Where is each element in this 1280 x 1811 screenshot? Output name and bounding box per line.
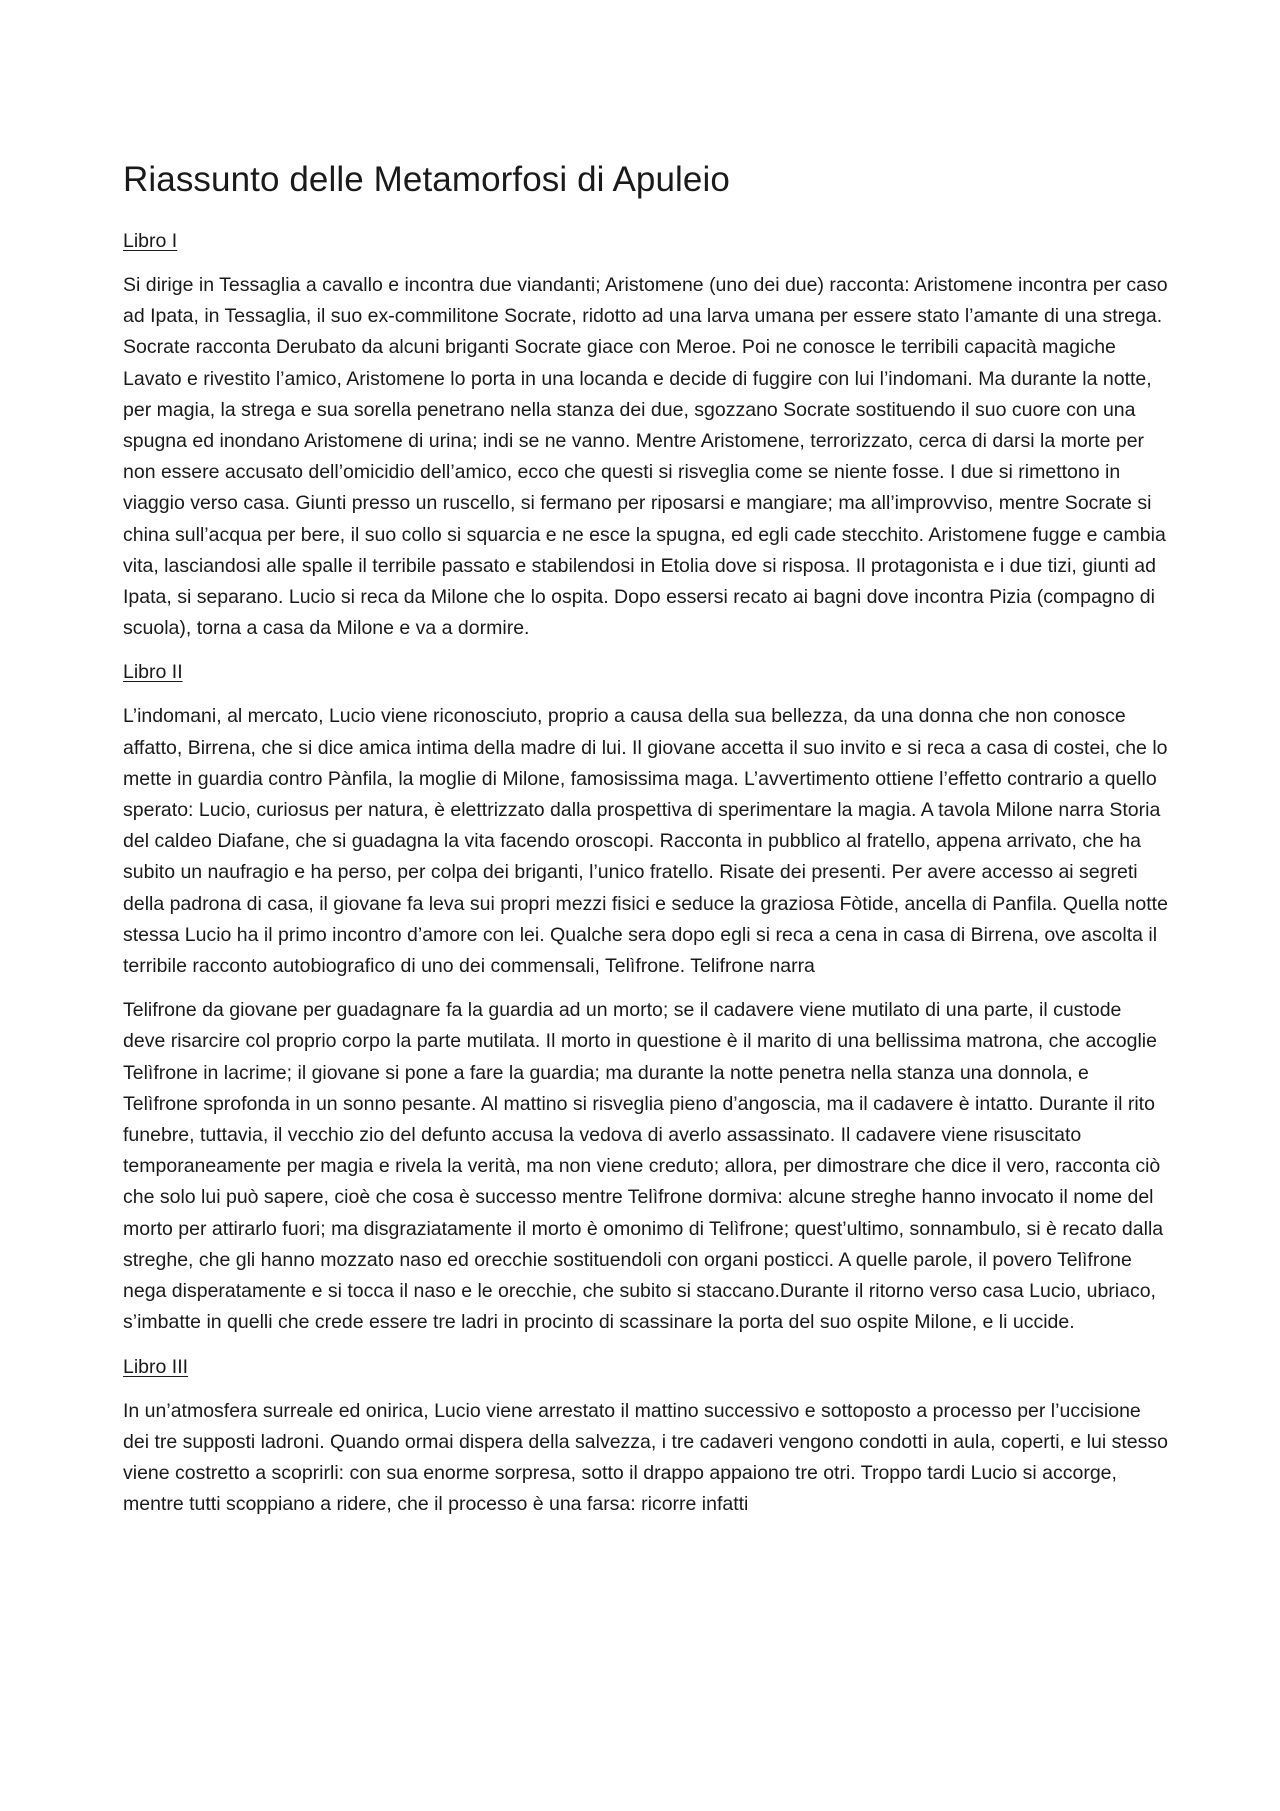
document-title: Riassunto delle Metamorfosi di Apuleio <box>123 160 730 199</box>
section-heading: Libro III <box>123 1355 189 1378</box>
section-libro-3 <box>123 1352 1168 1521</box>
paragraph: Si dirige in Tessaglia a cavallo e incontra due viandanti; Aristomene (uno dei due) racconta: Aristomene incontra per caso ad Ipata, in Tessaglia, il suo ex-commilitone Socrate, ridotto ad una larva umana per essere stato l’amante di una strega. Socrate racconta Derubato da alcuni briganti Socrate giace con Meroe. Poi ne conosce le terribili capacità magiche Lavato e rivestito l’amico, Aristomene lo porta in una locanda e decide di fuggire con lui l’indomani. Ma durante la notte, per magia, la strega e sua sorella penetrano nella stanza dei due, sgozzano Socrate sostituendo il suo cuore con una spugna ed inondano Aristomene di urina; indi se ne vanno. Mentre Aristomene, terrorizzato, cerca di darsi la morte per non essere accusato dell’omicidio dell’amico, ecco che questi si risveglia come se niente fosse. I due si rimettono in viaggio verso casa. Giunti presso un ruscello, si fermano per riposarsi e mangiare; ma all’improvviso, mentre Socrate si china sull’acqua per bere, il suo collo si squarcia e ne esce la spugna, ed egli cade stecchito. Aristomene fugge e cambia vita, lasciandosi alle spalle il terribile passato e stabilendosi in Etolia dove si risposa. Il protagonista e i due tizi, giunti ad Ipata, si separano. Lucio si reca da Milone che lo ospita. Dopo essersi recato ai bagni dove incontra Pizia (compagno di scuola), torna a casa da Milone e va a dormire. <box>123 274 1168 640</box>
section-heading: Libro II <box>123 661 183 684</box>
section-libro-1 <box>123 226 1168 644</box>
document-body <box>123 150 1168 1533</box>
section-heading: Libro I <box>123 230 178 252</box>
paragraph: Telifrone da giovane per guadagnare fa la guardia ad un morto; se il cadavere viene mutilato di una parte, il custode deve risarcire col proprio corpo la parte mutilata. Il morto in questione è il marito di una bellissima matrona, che accoglie Telìfrone in lacrime; il giovane si pone a fare la guardia; ma durante la notte penetra nella stanza una donnola, e Telìfrone sprofonda in un sonno pesante. Al mattino si risveglia pieno d’angoscia, ma il cadavere è intatto. Durante il rito funebre, tuttavia, il vecchio zio del defunto accusa la vedova di averlo assassinato. Il cadavere viene risuscitato temporaneamente per magia e rivela la verità, ma non viene creduto; allora, per dimostrare che dice il vero, racconta ciò che solo lui può sapere, cioè che cosa è successo mentre Telìfrone dormiva: alcune streghe hanno invocato il nome del morto per attirarlo fuori; ma disgraziatamente il morto è omonimo di Telìfrone; quest’ultimo, sonnambulo, si è recato dalla streghe, che gli hanno mozzato naso ed orecchie sostituendoli con organi posticci. A quelle parole, il povero Telìfrone nega disperatamente e si tocca il naso e le orecchie, che subito si staccano.Durante il ritorno verso casa Lucio, ubriaco, s’imbatte in quelli che crede essere tre ladri in procinto di scassinare la porta del suo ospite Milone, e li uccide. <box>123 999 1164 1334</box>
paragraph: L’indomani, al mercato, Lucio viene riconosciuto, proprio a causa della sua bellezza, da una donna che non conosce affatto, Birrena, che si dice amica intima della madre di lui. Il giovane accetta il suo invito e si reca a casa di costei, che lo mette in guardia contro Pànfila, la moglie di Milone, famosissima maga. L’avvertimento ottiene l’effetto contrario a quello sperato: Lucio, curiosus per natura, è elettrizzato dalla prospettiva di sperimentare la magia. A tavola Milone narra Storia del caldeo Diafane, che si guadagna la vita facendo oroscopi. Racconta in pubblico al fratello, appena arrivato, che ha subito un naufragio e ha perso, per colpa dei briganti, l’unico fratello. Risate dei presenti. Per avere accesso ai segreti della padrona di casa, il giovane fa leva sui propri mezzi fisici e seduce la graziosa Fòtide, ancella di Panfila. Quella notte stessa Lucio ha il primo incontro d’amore con lei. Qualche sera dopo egli si reca a cena in casa di Birrena, ove ascolta il terribile racconto autobiografico di uno dei commensali, Telìfrone. Telifrone narra <box>123 705 1168 978</box>
section-libro-2 <box>123 657 1168 1338</box>
paragraph: In un’atmosfera surreale ed onirica, Lucio viene arrestato il mattino successivo e sottoposto a processo per l’uccisione dei tre supposti ladroni. Quando ormai dispera della salvezza, i tre cadaveri vengono condotti in aula, coperti, e lui stesso viene costretto a scoprirli: con sua enorme sorpresa, sotto il drappo appaiono tre otri. Troppo tardi Lucio si accorge, mentre tutti scoppiano a ridere, che il processo è una farsa: ricorre infatti <box>123 1399 1168 1516</box>
